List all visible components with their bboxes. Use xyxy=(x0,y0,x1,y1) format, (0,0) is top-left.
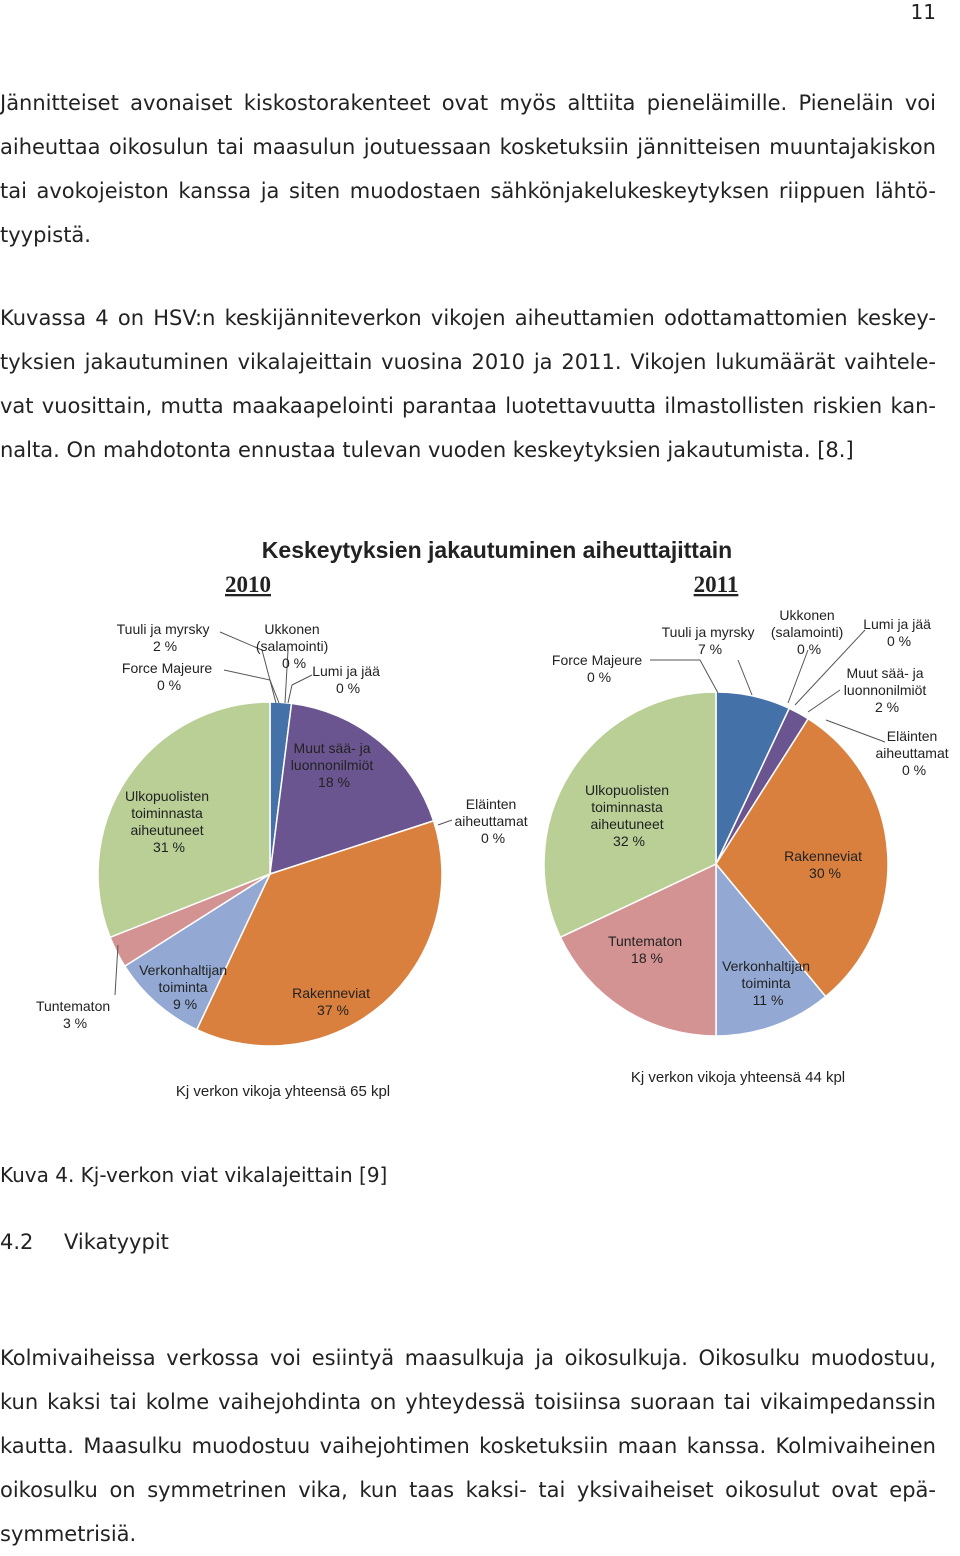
section-number: 4.2 xyxy=(0,1230,34,1254)
label-2011-rakenneviat: Rakenneviat 30 % xyxy=(784,848,862,881)
figure-caption: Kuva 4. Kj-verkon viat vikalajeittain [9] xyxy=(0,1163,388,1187)
section-title: Vikatyypit xyxy=(64,1230,169,1254)
label-2011-ukkonen: Ukkonen (salamointi) 0 % xyxy=(770,607,844,657)
section-heading xyxy=(0,1230,169,1254)
total-label-2011: Kj verkon vikoja yhteensä 44 kpl xyxy=(630,1069,846,1086)
label-2011-lumi: Lumi ja jää 0 % xyxy=(863,616,931,649)
label-2010-muut: Muut sää- ja luonnonilmiöt 18 % xyxy=(290,740,374,790)
body-paragraph-1: Jännitteiset avonaiset kiskostorakenteet ovat myös alttiita pieneläimille. Pieneläin voi aiheuttaa oikosulun tai maasulun joutuessaan kosketuksiin jännitteisen muuntajakiskon tai avokojeiston kanssa ja siten muodostaen sähkönjakelukeskeytyksen riippuen lähtö-tyypistä. xyxy=(0,91,936,247)
label-2011-tuntematon: Tuntematon 18 % xyxy=(607,933,683,966)
label-2011-muut: Muut sää- ja luonnonilmiöt 2 % xyxy=(843,665,927,715)
label-2010-lumi: Lumi ja jää 0 % xyxy=(312,663,380,696)
label-2011-verkonhaltijan: Verkonhaltijan toiminta 11 % xyxy=(722,958,811,1008)
label-2010-verkonhaltijan: Verkonhaltijan toiminta 9 % xyxy=(139,962,228,1012)
chart-title: Keskeytyksien jakautuminen aiheuttajittain xyxy=(261,537,733,563)
body-paragraph-3: Kolmivaiheissa verkossa voi esiintyä maasulkuja ja oikosulkuja. Oikosulku muodostuu, kun kaksi tai kolme vaihejohdinta on yhteydessä toisiinsa suoraan tai vikaimpedanssin kautta. Maasulku muodostuu vaihejohtimen kosketuksiin maan kanssa. Kolmivaiheinen oikosulku on symmetrinen vika, kun taas kaksi- tai yksivaiheiset oikosulut ovat epä-symmetrisiä. xyxy=(0,1346,936,1546)
label-2011-force-majeure: Force Majeure 0 % xyxy=(551,652,643,685)
label-2011-tuuli: Tuuli ja myrsky 7 % xyxy=(661,624,755,657)
label-2010-rakenneviat: Rakenneviat 37 % xyxy=(292,985,370,1018)
label-2010-ukkonen: Ukkonen (salamointi) 0 % xyxy=(255,621,329,671)
label-2010-ulkopuolisten: Ulkopuolisten toiminnasta aiheutuneet 31 % xyxy=(125,788,210,855)
label-2010-elainten: Eläinten aiheuttamat 0 % xyxy=(454,796,528,846)
label-2011-ulkopuolisten: Ulkopuolisten toiminnasta aiheutuneet 32 % xyxy=(585,782,670,849)
chart-year-2011: 2011 xyxy=(693,572,739,597)
total-label-2010: Kj verkon vikoja yhteensä 65 kpl xyxy=(175,1083,391,1100)
label-2011-elainten: Eläinten aiheuttamat 0 % xyxy=(875,728,949,778)
page-number: 11 xyxy=(910,0,936,24)
chart-year-2010: 2010 xyxy=(225,572,271,597)
body-paragraph-2: Kuvassa 4 on HSV:n keskijänniteverkon vikojen aiheuttamien odottamattomien keskey-tyksien jakautuminen vikalajeittain vuosina 2010 ja 2011. Vikojen lukumäärät vaihtele-vat vuosittain, mutta maakaapelointi parantaa luotettavuutta ilmastollisten riskien kan-nalta. On mahdotonta ennustaa tulevan vuoden keskeytyksien jakautumista. [8.] xyxy=(0,306,936,462)
pie-2011 xyxy=(544,692,888,1036)
pie-charts-figure xyxy=(0,520,960,1120)
label-2010-tuuli: Tuuli ja myrsky 2 % xyxy=(116,621,210,654)
pie-2010 xyxy=(98,702,442,1046)
label-2010-force-majeure: Force Majeure 0 % xyxy=(121,660,213,693)
label-2010-tuntematon: Tuntematon 3 % xyxy=(35,998,111,1031)
